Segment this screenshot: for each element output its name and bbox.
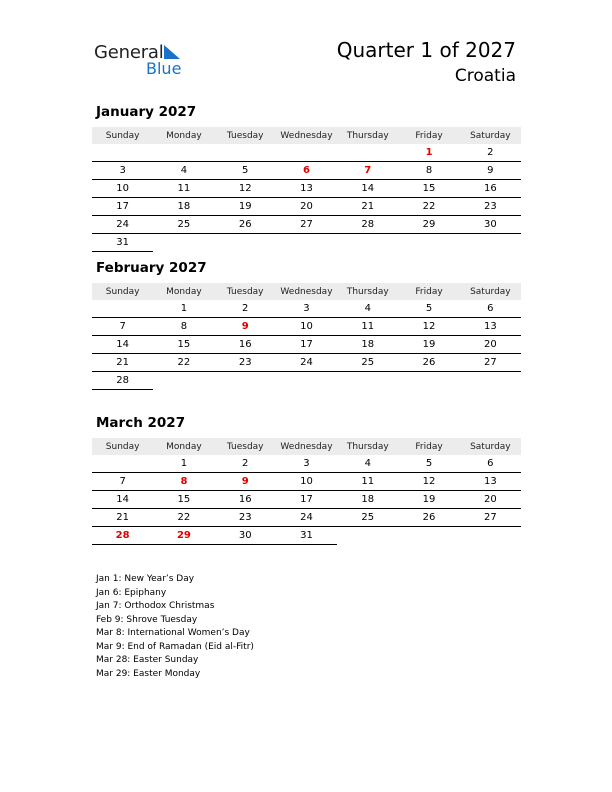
weekday-label: Monday [153, 283, 214, 300]
day-cell: 18 [337, 336, 398, 354]
weekday-label: Friday [398, 283, 459, 300]
day-cell: 5 [398, 455, 459, 473]
empty-day-cell [337, 234, 398, 252]
logo-blue-text: Blue [146, 59, 182, 78]
weekday-label: Tuesday [215, 283, 276, 300]
day-cell: 17 [92, 198, 153, 216]
weekday-label: Thursday [337, 127, 398, 144]
week-row [92, 455, 521, 473]
weekday-label: Tuesday [215, 438, 276, 455]
day-cell: 25 [337, 509, 398, 527]
weekday-label: Saturday [460, 283, 521, 300]
day-cell: 6 [460, 300, 521, 318]
country-name: Croatia [454, 66, 516, 86]
month-january [92, 103, 521, 252]
week-row [92, 354, 521, 372]
day-cell: 2 [460, 144, 521, 162]
day-cell: 20 [276, 198, 337, 216]
page-title: Quarter 1 of 2027 [336, 38, 516, 62]
day-cell: 2 [215, 455, 276, 473]
day-cell: 5 [398, 300, 459, 318]
day-cell: 30 [460, 216, 521, 234]
weekday-label: Wednesday [276, 283, 337, 300]
day-cell: 29 [398, 216, 459, 234]
day-cell: 10 [92, 180, 153, 198]
empty-day-cell [398, 372, 459, 390]
day-cell: 24 [276, 354, 337, 372]
day-cell: 23 [460, 198, 521, 216]
day-cell: 18 [153, 198, 214, 216]
day-cell: 29 [153, 527, 214, 545]
weekday-label: Thursday [337, 438, 398, 455]
logo-general-text: General [94, 42, 164, 63]
day-cell: 17 [276, 336, 337, 354]
weekday-header-row [92, 283, 521, 300]
month-title: March 2027 [96, 415, 186, 431]
day-cell: 2 [215, 300, 276, 318]
week-row [92, 234, 521, 252]
weekday-label: Saturday [460, 438, 521, 455]
week-row [92, 144, 521, 162]
week-row [92, 300, 521, 318]
day-cell: 15 [153, 336, 214, 354]
day-cell: 19 [398, 491, 459, 509]
day-cell: 27 [276, 216, 337, 234]
holiday-list-item: Jan 6: Epiphany [96, 587, 167, 598]
calendar-grid [92, 438, 521, 545]
day-cell: 3 [276, 300, 337, 318]
week-row [92, 372, 521, 390]
day-cell: 16 [215, 491, 276, 509]
day-cell: 23 [215, 509, 276, 527]
weekday-header-row [92, 438, 521, 455]
weekday-label: Friday [398, 438, 459, 455]
empty-day-cell [337, 144, 398, 162]
holiday-list [96, 573, 254, 681]
holiday-list-item: Mar 28: Easter Sunday [96, 655, 199, 665]
holiday-list-item: Feb 9: Shrove Tuesday [96, 614, 198, 625]
day-cell: 20 [460, 336, 521, 354]
weekday-label: Thursday [337, 283, 398, 300]
day-cell: 20 [460, 491, 521, 509]
day-cell: 31 [92, 234, 153, 252]
empty-day-cell [276, 234, 337, 252]
day-cell: 11 [337, 473, 398, 491]
day-cell: 25 [153, 216, 214, 234]
day-cell: 26 [398, 509, 459, 527]
day-cell: 14 [92, 336, 153, 354]
day-cell: 3 [92, 162, 153, 180]
month-february [92, 259, 521, 390]
weekday-label: Sunday [92, 283, 153, 300]
day-cell: 12 [398, 473, 459, 491]
day-cell: 16 [215, 336, 276, 354]
day-cell: 27 [460, 354, 521, 372]
day-cell: 13 [276, 180, 337, 198]
day-cell: 7 [92, 318, 153, 336]
day-cell: 12 [398, 318, 459, 336]
weekday-label: Wednesday [276, 438, 337, 455]
day-cell: 16 [460, 180, 521, 198]
day-cell: 14 [337, 180, 398, 198]
month-title: January 2027 [96, 104, 197, 120]
calendar-grid [92, 127, 521, 252]
empty-day-cell [460, 372, 521, 390]
day-cell: 7 [92, 473, 153, 491]
day-cell: 15 [398, 180, 459, 198]
day-cell: 26 [215, 216, 276, 234]
day-cell: 9 [460, 162, 521, 180]
day-cell: 7 [337, 162, 398, 180]
day-cell: 4 [337, 455, 398, 473]
day-cell: 6 [276, 162, 337, 180]
day-cell: 3 [276, 455, 337, 473]
day-cell: 28 [337, 216, 398, 234]
day-cell: 4 [337, 300, 398, 318]
weekday-label: Monday [153, 127, 214, 144]
holiday-list-item: Mar 9: End of Ramadan (Eid al-Fitr) [96, 641, 254, 652]
week-row [92, 491, 521, 509]
empty-day-cell [215, 144, 276, 162]
day-cell: 10 [276, 473, 337, 491]
weekday-label: Sunday [92, 127, 153, 144]
day-cell: 6 [460, 455, 521, 473]
month-title: February 2027 [96, 260, 207, 276]
day-cell: 22 [398, 198, 459, 216]
day-cell: 26 [398, 354, 459, 372]
holiday-list-item: Jan 7: Orthodox Christmas [96, 601, 215, 611]
week-row [92, 473, 521, 491]
day-cell: 13 [460, 318, 521, 336]
day-cell: 12 [215, 180, 276, 198]
day-cell: 10 [276, 318, 337, 336]
week-row [92, 198, 521, 216]
day-cell: 9 [215, 318, 276, 336]
day-cell: 8 [153, 473, 214, 491]
day-cell: 13 [460, 473, 521, 491]
weekday-label: Wednesday [276, 127, 337, 144]
empty-day-cell [276, 372, 337, 390]
holiday-list-item: Mar 29: Easter Monday [96, 668, 201, 679]
empty-day-cell [276, 144, 337, 162]
day-cell: 9 [215, 473, 276, 491]
calendar-grid [92, 283, 521, 390]
day-cell: 30 [215, 527, 276, 545]
day-cell: 27 [460, 509, 521, 527]
empty-day-cell [153, 234, 214, 252]
day-cell: 19 [398, 336, 459, 354]
week-row [92, 318, 521, 336]
empty-day-cell [337, 372, 398, 390]
day-cell: 8 [153, 318, 214, 336]
day-cell: 11 [337, 318, 398, 336]
day-cell: 22 [153, 354, 214, 372]
empty-day-cell [460, 234, 521, 252]
day-cell: 19 [215, 198, 276, 216]
week-row [92, 336, 521, 354]
day-cell: 8 [398, 162, 459, 180]
holiday-list-item: Jan 1: New Year’s Day [96, 574, 195, 584]
empty-day-cell [215, 372, 276, 390]
day-cell: 28 [92, 527, 153, 545]
day-cell: 1 [153, 300, 214, 318]
week-row [92, 216, 521, 234]
day-cell: 18 [337, 491, 398, 509]
day-cell: 21 [337, 198, 398, 216]
month-march [92, 414, 521, 545]
weekday-label: Tuesday [215, 127, 276, 144]
week-row [92, 527, 521, 545]
day-cell: 1 [398, 144, 459, 162]
empty-day-cell [92, 144, 153, 162]
empty-day-cell [337, 527, 398, 545]
weekday-header-row [92, 127, 521, 144]
week-row [92, 162, 521, 180]
weekday-label: Monday [153, 438, 214, 455]
week-row [92, 180, 521, 198]
day-cell: 31 [276, 527, 337, 545]
day-cell: 25 [337, 354, 398, 372]
holiday-list-item: Mar 8: International Women’s Day [96, 628, 250, 638]
day-cell: 4 [153, 162, 214, 180]
empty-day-cell [215, 234, 276, 252]
empty-day-cell [398, 527, 459, 545]
day-cell: 17 [276, 491, 337, 509]
day-cell: 21 [92, 354, 153, 372]
day-cell: 22 [153, 509, 214, 527]
day-cell: 15 [153, 491, 214, 509]
empty-day-cell [153, 144, 214, 162]
week-row [92, 509, 521, 527]
empty-day-cell [92, 300, 153, 318]
empty-day-cell [460, 527, 521, 545]
day-cell: 24 [276, 509, 337, 527]
logo [94, 40, 194, 80]
weekday-label: Saturday [460, 127, 521, 144]
empty-day-cell [153, 372, 214, 390]
weekday-label: Friday [398, 127, 459, 144]
day-cell: 24 [92, 216, 153, 234]
day-cell: 5 [215, 162, 276, 180]
day-cell: 28 [92, 372, 153, 390]
day-cell: 23 [215, 354, 276, 372]
day-cell: 21 [92, 509, 153, 527]
empty-day-cell [92, 455, 153, 473]
day-cell: 14 [92, 491, 153, 509]
empty-day-cell [398, 234, 459, 252]
day-cell: 1 [153, 455, 214, 473]
weekday-label: Sunday [92, 438, 153, 455]
day-cell: 11 [153, 180, 214, 198]
